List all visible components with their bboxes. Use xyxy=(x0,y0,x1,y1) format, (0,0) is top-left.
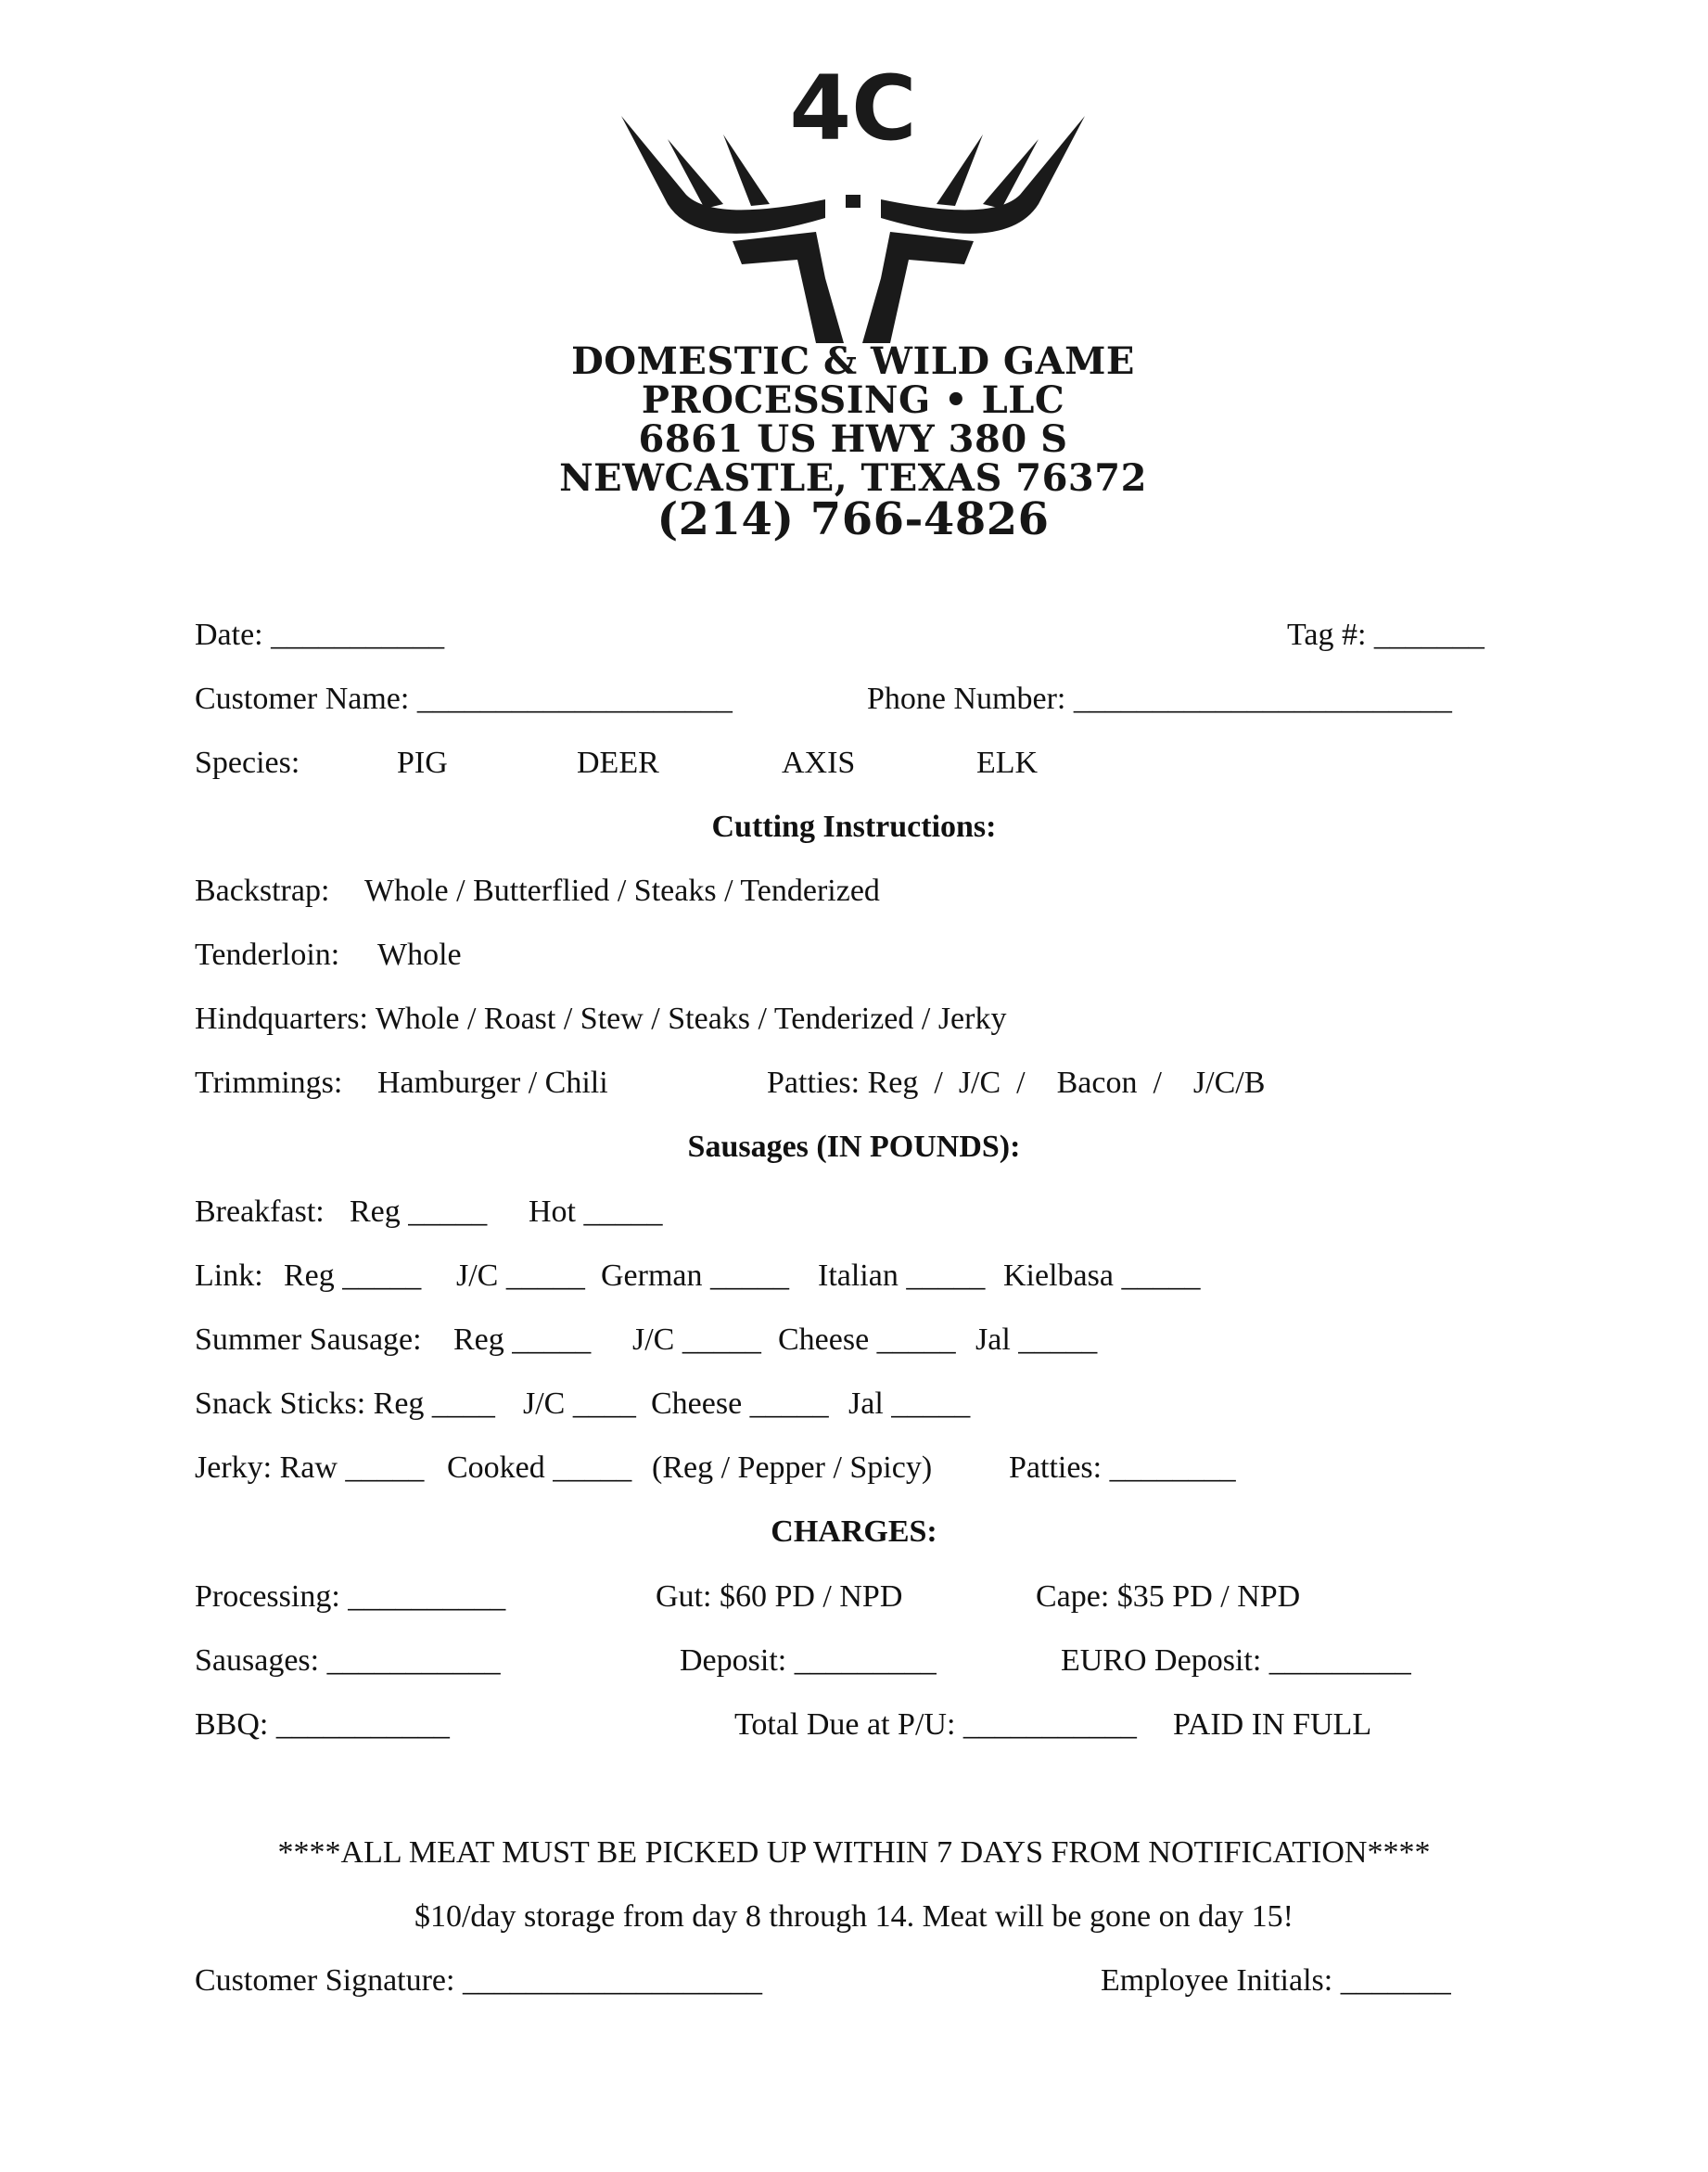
logo-address-city: NEWCASTLE, TEXAS 76372 xyxy=(559,456,1147,500)
snack-sticks-row xyxy=(0,1386,1708,1431)
charges-heading: CHARGES: xyxy=(771,1514,937,1549)
logo-address-street: 6861 US HWY 380 S xyxy=(638,417,1068,461)
link-row xyxy=(0,1258,1708,1303)
summer-sausage-label: Summer Sausage: xyxy=(195,1322,422,1357)
summer-cheese-field[interactable]: Cheese _____ xyxy=(778,1322,956,1357)
breakfast-hot-field[interactable]: Hot _____ xyxy=(529,1195,663,1229)
paid-in-full-option[interactable]: PAID IN FULL xyxy=(1173,1707,1372,1742)
snack-jal-field[interactable]: Jal _____ xyxy=(848,1386,971,1421)
link-label: Link: xyxy=(195,1258,263,1293)
tenderloin-options[interactable]: Whole xyxy=(377,938,462,972)
trimmings-options[interactable]: Hamburger / Chili xyxy=(377,1066,608,1100)
logo-mark: 4C xyxy=(789,65,917,160)
species-option-elk[interactable]: ELK xyxy=(976,746,1039,780)
jerky-flavor-options[interactable]: (Reg / Pepper / Spicy) xyxy=(652,1450,933,1485)
hindquarters-row xyxy=(0,1002,1708,1046)
logo-company-name: DOMESTIC & WILD GAME xyxy=(571,339,1135,383)
species-label: Species: xyxy=(195,746,300,780)
charges-row-3 xyxy=(0,1707,1708,1752)
tag-field[interactable]: Tag #: _______ xyxy=(1287,618,1485,652)
link-kielbasa-field[interactable]: Kielbasa _____ xyxy=(1003,1258,1201,1293)
snack-jc-field[interactable]: J/C ____ xyxy=(523,1386,636,1421)
link-jc-field[interactable]: J/C _____ xyxy=(456,1258,585,1293)
summer-reg-field[interactable]: Reg _____ xyxy=(453,1322,592,1357)
gut-charge[interactable]: Gut: $60 PD / NPD xyxy=(656,1579,903,1614)
species-option-deer[interactable]: DEER xyxy=(577,746,659,780)
date-tag-row xyxy=(0,618,1708,662)
logo-company-suffix: PROCESSING • LLC xyxy=(641,378,1065,422)
trimmings-label: Trimmings: xyxy=(195,1066,343,1100)
phone-number-field[interactable]: Phone Number: ________________________ xyxy=(867,682,1452,716)
summer-sausage-row xyxy=(0,1322,1708,1367)
backstrap-row xyxy=(0,874,1708,918)
species-option-axis[interactable]: AXIS xyxy=(782,746,856,780)
jerky-cooked-field[interactable]: Cooked _____ xyxy=(447,1450,632,1485)
total-due-field[interactable]: Total Due at P/U: ___________ xyxy=(734,1707,1137,1742)
tenderloin-row xyxy=(0,938,1708,982)
processing-charge-field[interactable]: Processing: __________ xyxy=(195,1579,506,1614)
logo-phone: (214) 766-4826 xyxy=(656,493,1050,545)
backstrap-options[interactable]: Whole / Butterflied / Steaks / Tenderized xyxy=(364,874,880,908)
cape-charge[interactable]: Cape: $35 PD / NPD xyxy=(1036,1579,1301,1614)
deposit-field[interactable]: Deposit: _________ xyxy=(680,1643,937,1678)
summer-jal-field[interactable]: Jal _____ xyxy=(975,1322,1098,1357)
hindquarters-options[interactable]: Hindquarters: Whole / Roast / Stew / Steaks / Tenderized / Jerky xyxy=(195,1002,1007,1036)
charges-row-1 xyxy=(0,1579,1708,1624)
employee-initials-field[interactable]: Employee Initials: _______ xyxy=(1101,1963,1451,1998)
pickup-notice: ****ALL MEAT MUST BE PICKED UP WITHIN 7 DAYS FROM NOTIFICATION**** xyxy=(277,1835,1431,1870)
sausages-charge-field[interactable]: Sausages: ___________ xyxy=(195,1643,501,1678)
summer-jc-field[interactable]: J/C _____ xyxy=(632,1322,761,1357)
breakfast-reg-field[interactable]: Reg _____ xyxy=(350,1195,488,1229)
longhorn-skull-icon xyxy=(612,65,1094,343)
jerky-patties-field[interactable]: Patties: ________ xyxy=(1009,1450,1236,1485)
trimmings-row xyxy=(0,1066,1708,1110)
jerky-raw-field[interactable]: Jerky: Raw _____ xyxy=(195,1450,425,1485)
customer-signature-field[interactable]: Customer Signature: ___________________ xyxy=(195,1963,762,1998)
jerky-row xyxy=(0,1450,1708,1495)
charges-row-2 xyxy=(0,1643,1708,1688)
customer-row xyxy=(0,682,1708,726)
tenderloin-label: Tenderloin: xyxy=(195,938,340,972)
snack-sticks-reg-field[interactable]: Snack Sticks: Reg ____ xyxy=(195,1386,495,1421)
sausages-heading: Sausages (IN POUNDS): xyxy=(687,1130,1021,1164)
patties-options[interactable]: Patties: Reg / J/C / Bacon / J/C/B xyxy=(767,1066,1266,1100)
company-logo xyxy=(556,65,1150,547)
snack-cheese-field[interactable]: Cheese _____ xyxy=(651,1386,829,1421)
customer-name-field[interactable]: Customer Name: ____________________ xyxy=(195,682,733,716)
breakfast-label: Breakfast: xyxy=(195,1195,325,1229)
bbq-charge-field[interactable]: BBQ: ___________ xyxy=(195,1707,450,1742)
species-option-pig[interactable]: PIG xyxy=(397,746,448,780)
link-italian-field[interactable]: Italian _____ xyxy=(818,1258,986,1293)
date-field[interactable]: Date: ___________ xyxy=(195,618,445,652)
backstrap-label: Backstrap: xyxy=(195,874,330,908)
breakfast-row xyxy=(0,1195,1708,1239)
storage-notice: $10/day storage from day 8 through 14. Meat will be gone on day 15! xyxy=(414,1899,1294,1934)
euro-deposit-field[interactable]: EURO Deposit: _________ xyxy=(1061,1643,1411,1678)
signature-row xyxy=(0,1963,1708,2008)
link-reg-field[interactable]: Reg _____ xyxy=(284,1258,422,1293)
species-row xyxy=(0,746,1708,790)
cutting-instructions-heading: Cutting Instructions: xyxy=(711,810,997,844)
link-german-field[interactable]: German _____ xyxy=(601,1258,790,1293)
